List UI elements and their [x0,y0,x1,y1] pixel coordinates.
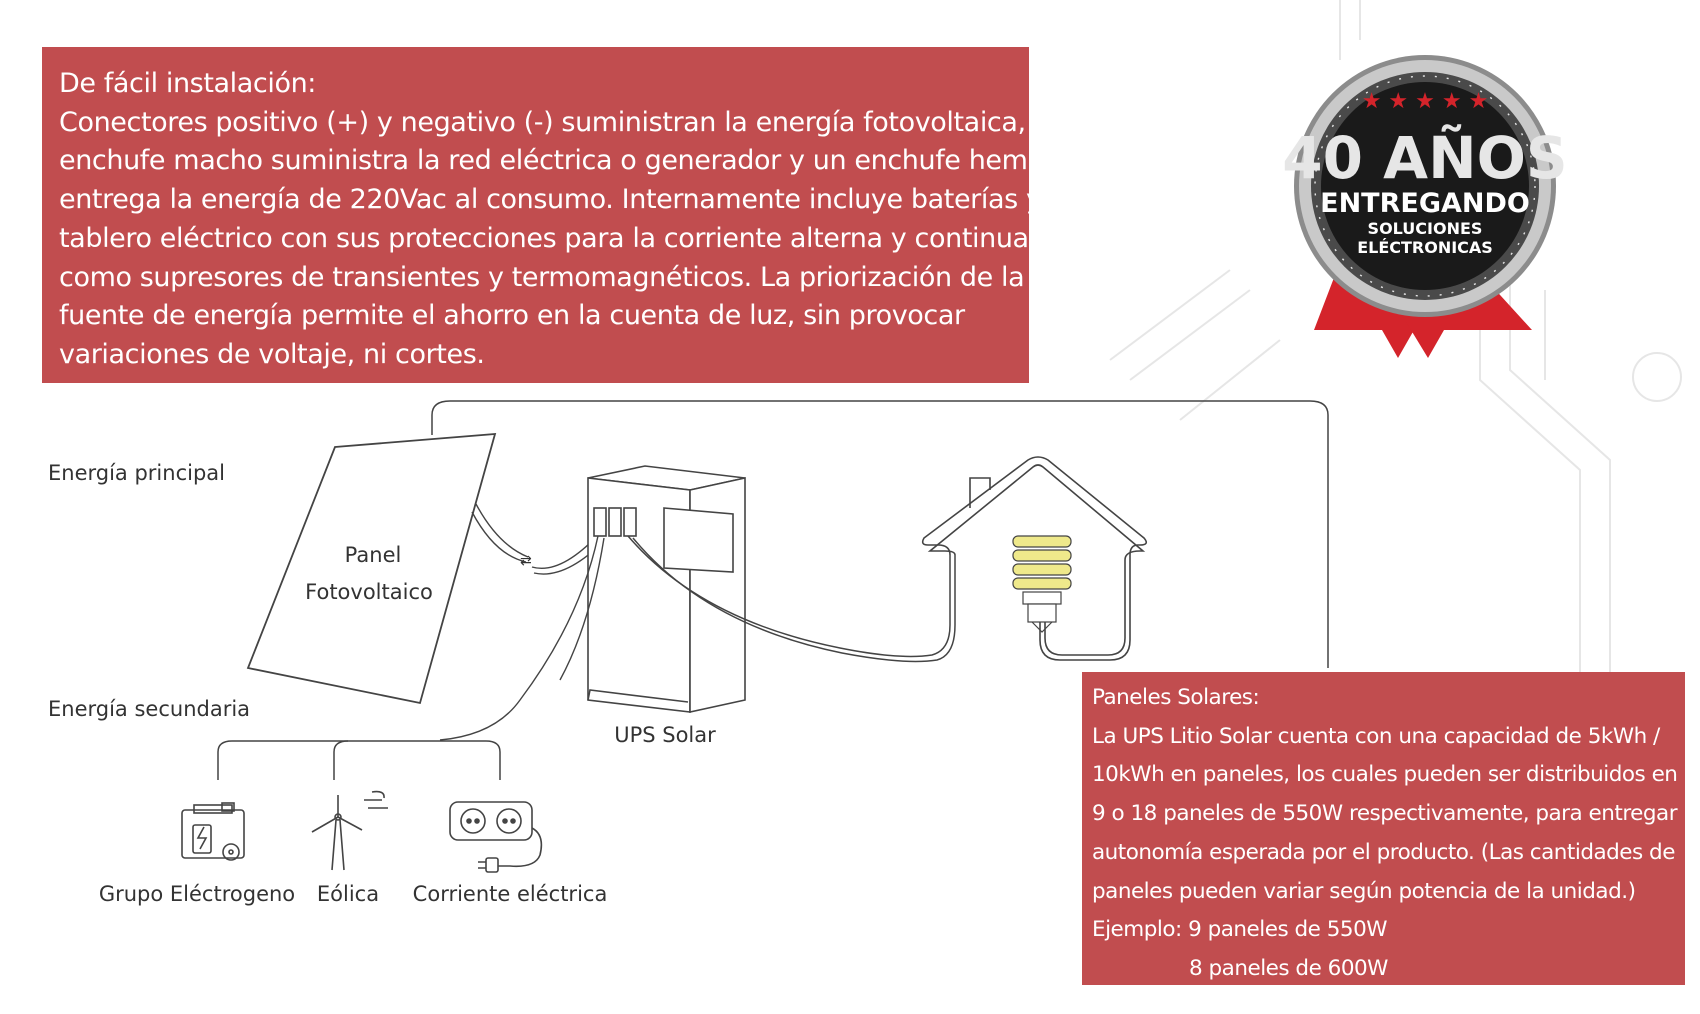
generator-icon [182,803,244,860]
panel-label-line-2: Fotovoltaico [305,580,433,604]
anniversary-badge [1282,55,1567,358]
power-outlet-icon [450,802,541,872]
badge-line-1: 40 AÑOS [1282,124,1568,192]
panels-line: La UPS Litio Solar cuenta con una capacidad de 5kWh / [1092,723,1660,749]
wind-label: Eólica [316,882,380,906]
example-row [1092,950,1677,989]
installation-title: De fácil instalación: [59,68,316,99]
panels-line: 9 o 18 paneles de 550W respectivamente, para entregar [1092,801,1678,827]
example-item: 9 paneles de 550W [1188,917,1388,943]
installation-line: como supresores de transientes y termomagnéticos. La priorización de la [59,261,1025,293]
solar-panel [248,434,495,703]
grid-label: Corriente eléctrica [412,882,608,906]
wind-turbine-icon [312,792,388,870]
ups-cabinet [588,466,745,712]
installation-line: entrega la energía de 220Vac al consumo. Internamente incluye baterías y [59,184,1042,216]
badge-line-2: ENTREGANDO [1320,188,1530,219]
sources-bracket [334,741,348,780]
panel-label-line-1: Panel [344,543,402,567]
installation-line: tablero eléctrico con sus protecciones para la corriente alterna y continua, [59,222,1037,254]
installation-line: enchufe macho suministra la red eléctrica o generador y un enchufe hembra [59,145,1072,177]
panels-line: autonomía esperada por el producto. (Las cantidades de [1092,839,1675,865]
svg-text:★ ★ ★ ★ ★: ★ ★ ★ ★ ★ [1361,89,1489,114]
generator-label: Grupo Eléctrogeno [98,882,296,906]
installation-info-box [42,47,1072,383]
solar-panels-info-box [1082,672,1685,985]
secondary-energy-label: Energía secundaria [48,697,251,721]
badge-line-3: SOLUCIONES [1367,219,1483,238]
sources-bracket [218,741,500,780]
panels-line: paneles pueden variar según potencia de la unidad.) [1092,878,1636,904]
example-item: 8 paneles de 600W [1189,955,1388,981]
example-label: Ejemplo: [1092,917,1182,943]
primary-energy-label: Energía principal [48,461,225,485]
lightbulb-icon [1013,536,1071,632]
example-row [1092,911,1677,950]
panels-line: 10kWh en paneles, los cuales pueden ser distribuidos en [1092,762,1678,788]
installation-line: Conectores positivo (+) y negativo (-) suministran la energía fotovoltaica, un [59,106,1068,138]
secondary-cable [440,536,598,740]
connector-arrow-icon: ⇄ [520,553,532,569]
output-line [432,401,1328,668]
badge-line-4: ELÉCTRONICAS [1357,238,1493,257]
installation-line: variaciones de voltaje, ni cortes. [59,338,485,370]
installation-line: fuente de energía permite el ahorro en la cuenta de luz, sin provocar [59,300,965,332]
ups-label: UPS Solar [614,723,716,747]
panels-title: Paneles Solares: [1092,685,1260,710]
